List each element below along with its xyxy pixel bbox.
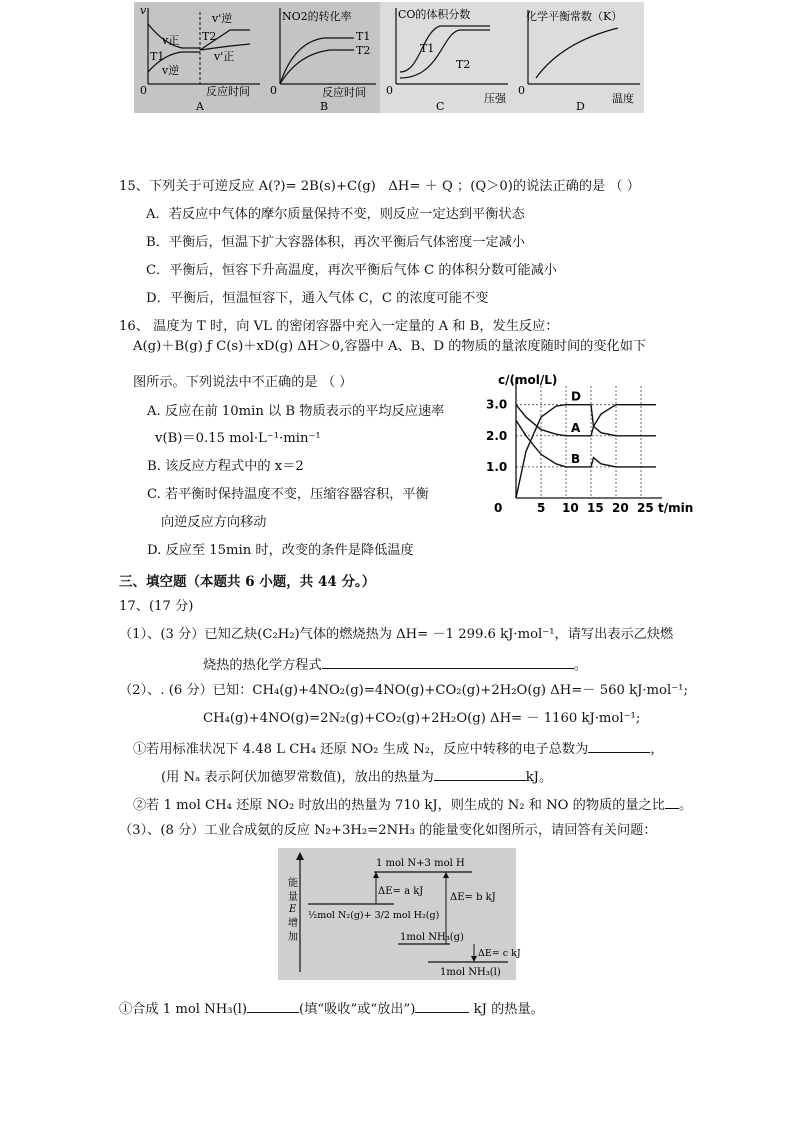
series-label-B: B (571, 451, 581, 466)
c-x-axis: 压强 (484, 92, 506, 105)
a-origin: 0 (140, 84, 147, 97)
q16-option-c1: C. 若平衡时保持温度不变，压缩容器容积，平衡 (147, 487, 429, 502)
series-line-A (516, 405, 656, 436)
x-tick-2: 15 (587, 501, 604, 515)
a-t2: T2 (202, 30, 217, 43)
axis-char-5: 加 (288, 932, 298, 943)
q16-line3: 图所示。下列说法中不正确的是 （ ） (133, 375, 353, 390)
q17-p1b: 烧热的热化学方程式 (203, 658, 322, 673)
q16-option-b: B. 该反应方程式中的 x＝2 (147, 459, 304, 474)
q17-absorb-release-blank[interactable] (247, 998, 299, 1013)
energy-top-label: 1 mol N+3 mol H (376, 858, 465, 869)
series-label-D: D (571, 389, 581, 404)
d-origin: 0 (518, 84, 525, 97)
figure-c (380, 2, 512, 113)
d-x-axis: 温度 (612, 92, 634, 105)
axis-char-3: E (289, 904, 297, 915)
q17-p2c-blank[interactable] (588, 738, 650, 753)
a-vz2: v'正 (214, 50, 235, 63)
q16-line1: 16、 温度为 T 时，向 VL 的密闭容器中充入一定量的 A 和 B，发生反应： (119, 319, 559, 334)
origin-label: 0 (494, 501, 503, 515)
q17-final-line (119, 998, 544, 1019)
q17-p2b: CH₄(g)+4NO(g)=2N₂(g)+CO₂(g)+2H₂O(g) ΔH= － 1160 kJ·mol⁻¹; (203, 711, 641, 726)
q16-option-d: D. 反应至 15min 时，改变的条件是降低温度 (147, 543, 414, 558)
c-title: CO的体积分数 (398, 8, 471, 21)
q15-option-c: C．平衡后，恒容下升高温度，再次平衡后气体 C 的体积分数可能减小 (146, 263, 557, 278)
concentration-chart (484, 370, 694, 520)
figure-d (512, 2, 644, 113)
q15-option-a: A．若反应中气体的摩尔质量保持不变，则反应一定达到平衡状态 (146, 207, 525, 222)
q17-p2e-blank[interactable] (665, 794, 679, 809)
concentration-chart-svg (484, 370, 694, 520)
d-title: 化学平衡常数（K） (526, 10, 623, 23)
d-label: D (576, 100, 585, 113)
q17-p2c-line (133, 738, 664, 759)
q17-last-b: (填“吸收”或“放出”) (299, 1002, 416, 1017)
q15-option-d: D．平衡后，恒温恒容下，通入气体 C，C 的浓度可能不变 (146, 291, 489, 306)
series-line-D (516, 405, 656, 498)
q17-p2c-end: ， (650, 742, 664, 757)
a-vn: v逆 (162, 64, 180, 77)
energy-ec-label: ΔE= c kJ (478, 948, 521, 959)
series-label-A: A (571, 420, 581, 435)
q17-last-c: kJ 的热量。 (469, 1002, 544, 1017)
q15-stem (119, 178, 640, 196)
energy-diagram (278, 848, 521, 980)
axis-char-4: 增 (288, 918, 298, 929)
axis-char-2: 量 (288, 892, 298, 903)
figure-b (264, 2, 380, 113)
energy-ea-label: ΔE= a kJ (378, 886, 424, 897)
q15-stem-a: 15、下列关于可逆反应 A(?)= 2B(s)+C(g) (119, 179, 376, 194)
b-origin: 0 (270, 84, 277, 97)
a-x-axis: 反应时间 (206, 85, 250, 98)
q16-option-a1: A. 反应在前 10min 以 B 物质表示的平均反应速率 (147, 404, 445, 419)
q17-p2c: ①若用标准状况下 4.48 L CH₄ 还原 NO₂ 生成 N₂，反应中转移的电子总数为 (133, 742, 589, 757)
energy-mid-label: ½mol N₂(g)+ 3/2 mol H₂(g) (308, 910, 440, 921)
q16-option-a2: v(B)＝0.15 mol·L⁻¹·min⁻¹ (155, 431, 321, 446)
axis-char-1: 能 (288, 878, 298, 889)
section-3-heading: 三、填空题（本题共 6 小题，共 44 分。） (119, 574, 376, 590)
energy-nh3l-label: 1mol NH₃(l) (440, 967, 501, 978)
a-vz: v正 (162, 34, 180, 47)
a-t1: T1 (150, 50, 165, 63)
q16-option-c2: 向逆反应方向移动 (161, 515, 267, 530)
c-origin: 0 (386, 84, 393, 97)
x-tick-0: 5 (537, 501, 546, 515)
q17-p2e-line (133, 794, 692, 815)
figure-a (134, 2, 264, 113)
c-label: C (436, 100, 445, 113)
q17-p2d-end: kJ。 (525, 770, 553, 785)
q15-stem-b: ΔH= ＋ Q ；(Q＞0)的说法正确的是 （ ） (388, 179, 640, 194)
q17-p1-blank[interactable] (322, 654, 574, 669)
q17-p2e-end: 。 (679, 798, 693, 813)
q17-p1b-line (203, 654, 587, 675)
y-tick-0: 1.0 (486, 459, 508, 474)
y-tick-2: 3.0 (486, 397, 508, 412)
a-label: A (196, 100, 204, 113)
b-x-axis: 反应时间 (322, 86, 366, 99)
b-t1: T1 (356, 30, 371, 43)
a-y-axis: v (140, 4, 147, 17)
q17-p2e: ②若 1 mol CH₄ 还原 NO₂ 时放出的热量为 710 kJ，则生成的 N₂ 和 NO 的物质的量之比 (133, 798, 665, 813)
q17-heat-blank[interactable] (415, 998, 469, 1013)
x-tick-3: 20 (612, 501, 629, 515)
b-label: B (320, 100, 329, 113)
q15-option-b: B．平衡后，恒温下扩大容器体积，再次平衡后气体密度一定减小 (146, 235, 525, 250)
b-t2: T2 (356, 44, 371, 57)
y-tick-1: 2.0 (486, 428, 508, 443)
q17-p2d: (用 Nₐ 表示阿伏加德罗常数值)，放出的热量为 (161, 770, 434, 785)
x-axis-label: t/min (658, 501, 694, 515)
energy-nh3g-label: 1mol NH₃(g) (400, 932, 464, 943)
b-title: NO2的转化率 (282, 10, 352, 23)
x-tick-4: 25 (637, 501, 654, 515)
q17-p1a: （1）、(3 分）已知乙炔(C₂H₂)气体的燃烧热为 ΔH= －1 299.6 kJ·mol⁻¹，请写出表示乙炔燃 (119, 627, 674, 642)
c-t1: T1 (420, 42, 435, 55)
q17-p3: （3）、(8 分）工业合成氨的反应 N₂+3H₂=2NH₃ 的能量变化如图所示，请回答有关问题： (119, 823, 657, 838)
c-t2: T2 (456, 58, 471, 71)
y-axis-label: c/(mol/L) (498, 373, 558, 387)
q16-line2: A(g)＋B(g) ƒ C(s)＋xD(g) ΔH＞0,容器中 A、B、D 的物质的量浓度随时间的变化如下 (133, 339, 647, 354)
energy-eb-label: ΔE= b kJ (450, 892, 496, 903)
q17-p1b-end: 。 (573, 658, 587, 673)
q17-p2d-line (161, 766, 552, 787)
a-vn2: v'逆 (212, 12, 233, 25)
x-tick-1: 10 (562, 501, 579, 515)
q17-last-a: ①合成 1 mol NH₃(l) (119, 1002, 248, 1017)
q17-p2d-blank[interactable] (434, 766, 526, 781)
q17-head: 17、(17 分) (119, 599, 194, 614)
q17-p2a: （2）、. (6 分）已知：CH₄(g)+4NO₂(g)=4NO(g)+CO₂(g)+2H₂O(g) ΔH=－ 560 kJ·mol⁻¹; (119, 683, 688, 698)
